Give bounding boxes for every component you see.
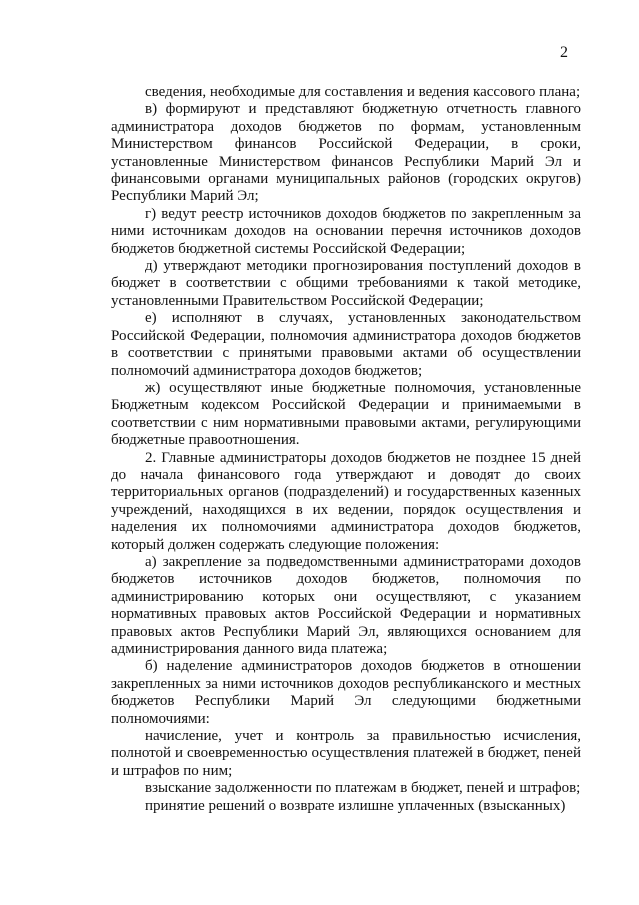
- paragraph-g: г) ведут реестр источников доходов бюджетов по закрепленным за ними источникам доходов на основании перечня источников доходов бюджетов бюджетной системы Российской Федерации;: [111, 205, 581, 257]
- paragraph-vzyskanie: взыскание задолженности по платежам в бюджет, пеней и штрафов;: [145, 780, 581, 797]
- paragraph-b: б) наделение администраторов доходов бюджетов в отношении закрепленных за ними источников доходов республиканского и местных бюджетов Республики Марий Эл следующими бюджетными полномочиями:: [111, 658, 581, 727]
- paragraph-kassovy-plan: сведения, необходимые для составления и ведения кассового плана;: [145, 84, 581, 100]
- document-body: [111, 84, 581, 815]
- paragraph-v: в) формируют и представляют бюджетную отчетность главного администратора доходов бюджетов по формам, установленным Министерством финансов Российской Федерации, в сроки, установленные Министерством финансов Республики Марий Эл и финансовыми органами муниципальных районов (городских округов) Республики Марий Эл;: [111, 101, 581, 205]
- paragraph-nachislenie: начисление, учет и контроль за правильностью исчисления, полнотой и своевременностью осуществления платежей в бюджет, пеней и штрафов по ним;: [111, 728, 581, 779]
- paragraph-2: 2. Главные администраторы доходов бюджетов не позднее 15 дней до начала финансового года утверждают и доводят до своих территориальных органов (подразделений) и государственных казенных учреждений, находящихся в их ведении, порядок осуществления и наделения их полномочиями администратора доходов бюджетов, который должен содержать следующие положения:: [111, 449, 581, 553]
- paragraph-d: д) утверждают методики прогнозирования поступлений доходов в бюджет в соответствии с общими требованиями к такой методике, установленными Правительством Российской Федерации;: [111, 258, 581, 309]
- paragraph-a: а) закрепление за подведомственными администраторами доходов бюджетов источников доходов бюджетов, полномочия по администрированию которых они осуществляют, с указанием нормативных правовых актов Российской Федерации и нормативных правовых актов Республики Марий Эл, являющихся основанием для администрирования данного вида платежа;: [111, 553, 581, 657]
- page-number: 2: [560, 44, 568, 61]
- paragraph-zh: ж) осуществляют иные бюджетные полномочия, установленные Бюджетным кодексом Российской Федерации и принимаемыми в соответствии с ним нормативными правовыми актами, регулирующими бюджетные правоотношения.: [111, 379, 581, 449]
- paragraph-vozvrat: принятие решений о возврате излишне уплаченных (взысканных): [145, 797, 566, 814]
- paragraph-e: е) исполняют в случаях, установленных законодательством Российской Федерации, полномочия администратора доходов бюджетов в соответствии с принятыми правовыми актами об осуществлении полномочий администратора доходов бюджетов;: [111, 310, 581, 379]
